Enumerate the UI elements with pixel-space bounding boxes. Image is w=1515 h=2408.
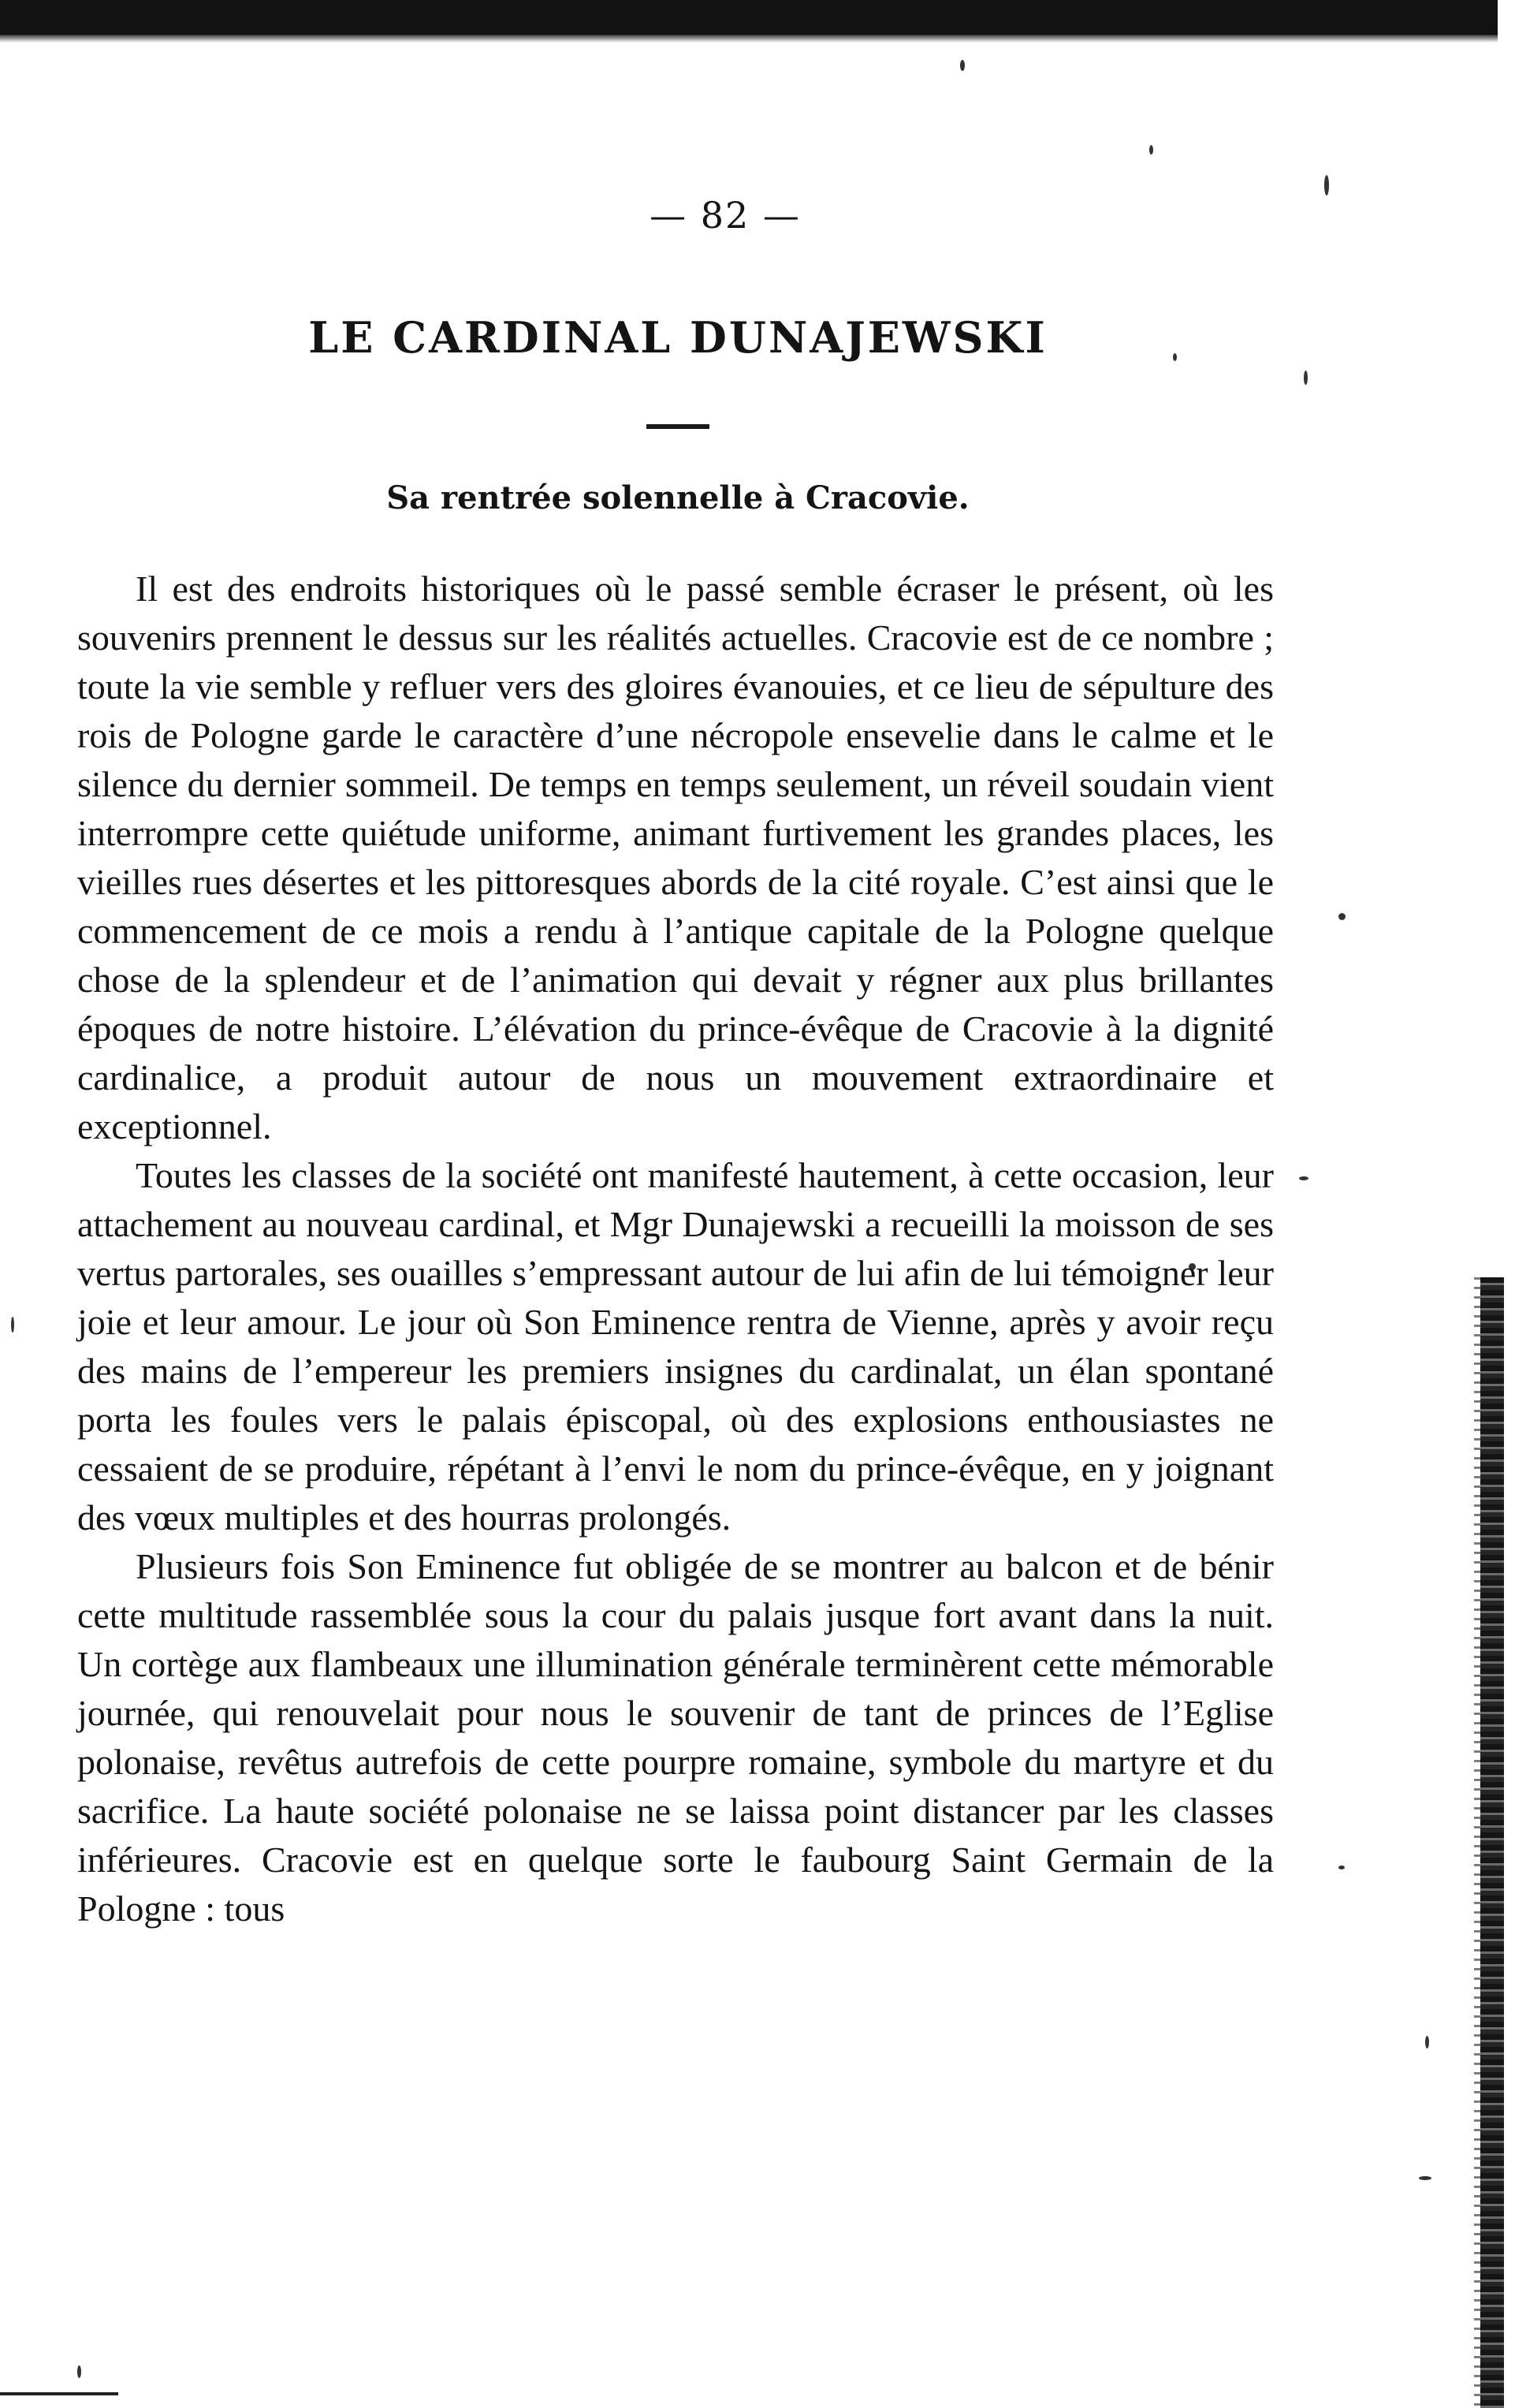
scan-speck <box>1299 1176 1308 1180</box>
chapter-subtitle: Sa rentrée solennelle à Cracovie. <box>386 479 970 516</box>
chapter-title: LE CARDINAL DUNAJEWSKI <box>308 312 1048 363</box>
paragraph: Toutes les classes de la société ont manifesté hautement, à cette occasion, leur attachement au nouveau cardinal, et Mgr Dunajewski a recueilli la moisson de ses vertus partorales, ses ouailles s’empressant autour de lui afin de lui témoigner leur joie et leur amour. Le jour où Son Eminence rentra de Vienne, après y avoir reçu des mains de l’empereur les premiers insignes du cardinalat, un élan spontané porta les foules vers le palais épiscopal, où des explosions enthousiastes ne cessaient de se produire, répétant à l’envi le nom du prince-évêque, en y joignant des vœux multiples et des hourras prolongés. <box>77 1155 1274 1538</box>
scan-speck <box>1425 2036 1429 2048</box>
scan-speck <box>1149 145 1153 155</box>
paragraph: Plusieurs fois Son Eminence fut obligée de se montrer au balcon et de bénir cette multitude rassemblée sous la cour du palais jusque fort avant dans la nuit. Un cortège aux flambeaux une illumination générale terminèrent cette mémorable journée, qui renouvelait pour nous le souvenir de tant de princes de l’Eglise polonaise, revêtus autrefois de cette pourpre romaine, symbole du martyre et du sacrifice. La haute société polonaise ne se laissa point distancer par les classes inférieures. Cracovie est en quelque sorte le faubourg Saint Germain de la Pologne : tous <box>77 1546 1274 1929</box>
scan-speck <box>1324 175 1329 196</box>
paragraph: Il est des endroits historiques où le passé semble écraser le présent, où les souvenirs prennent le dessus sur les réalités actuelles. Cracovie est de ce nombre ; toute la vie semble y refluer vers des gloires évanouies, et ce lieu de sépulture des rois de Pologne garde le caractère d’une nécropole ensevelie dans le calme et le silence du dernier sommeil. De temps en temps seulement, un réveil soudain vient interrompre cette quiétude uniforme, animant furtivement les grandes places, les vieilles rues désertes et les pittoresques abords de la cité royale. C’est ainsi que le commencement de ce mois a rendu à l’antique capitale de la Pologne quelque chose de la splendeur et de l’animation qui devait y régner aux plus brillantes époques de notre histoire. L’élévation du prince-évêque de Cracovie à la dignité cardinalice, a produit autour de nous un mouvement extraordinaire et exceptionnel. <box>77 568 1274 1146</box>
scan-top-border <box>0 0 1498 35</box>
scan-speck <box>11 1317 14 1333</box>
scan-speck <box>1338 913 1346 920</box>
scan-speck <box>1338 1866 1345 1869</box>
scan-right-edge <box>1480 1277 1504 2408</box>
scan-bottom-rule <box>0 2392 118 2395</box>
scan-speck <box>1419 2176 1431 2180</box>
page-number: — 82 — <box>650 194 801 237</box>
scan-speck <box>1304 371 1308 385</box>
title-divider <box>646 424 709 429</box>
scan-speck <box>960 60 965 71</box>
body-text <box>77 565 1274 2370</box>
